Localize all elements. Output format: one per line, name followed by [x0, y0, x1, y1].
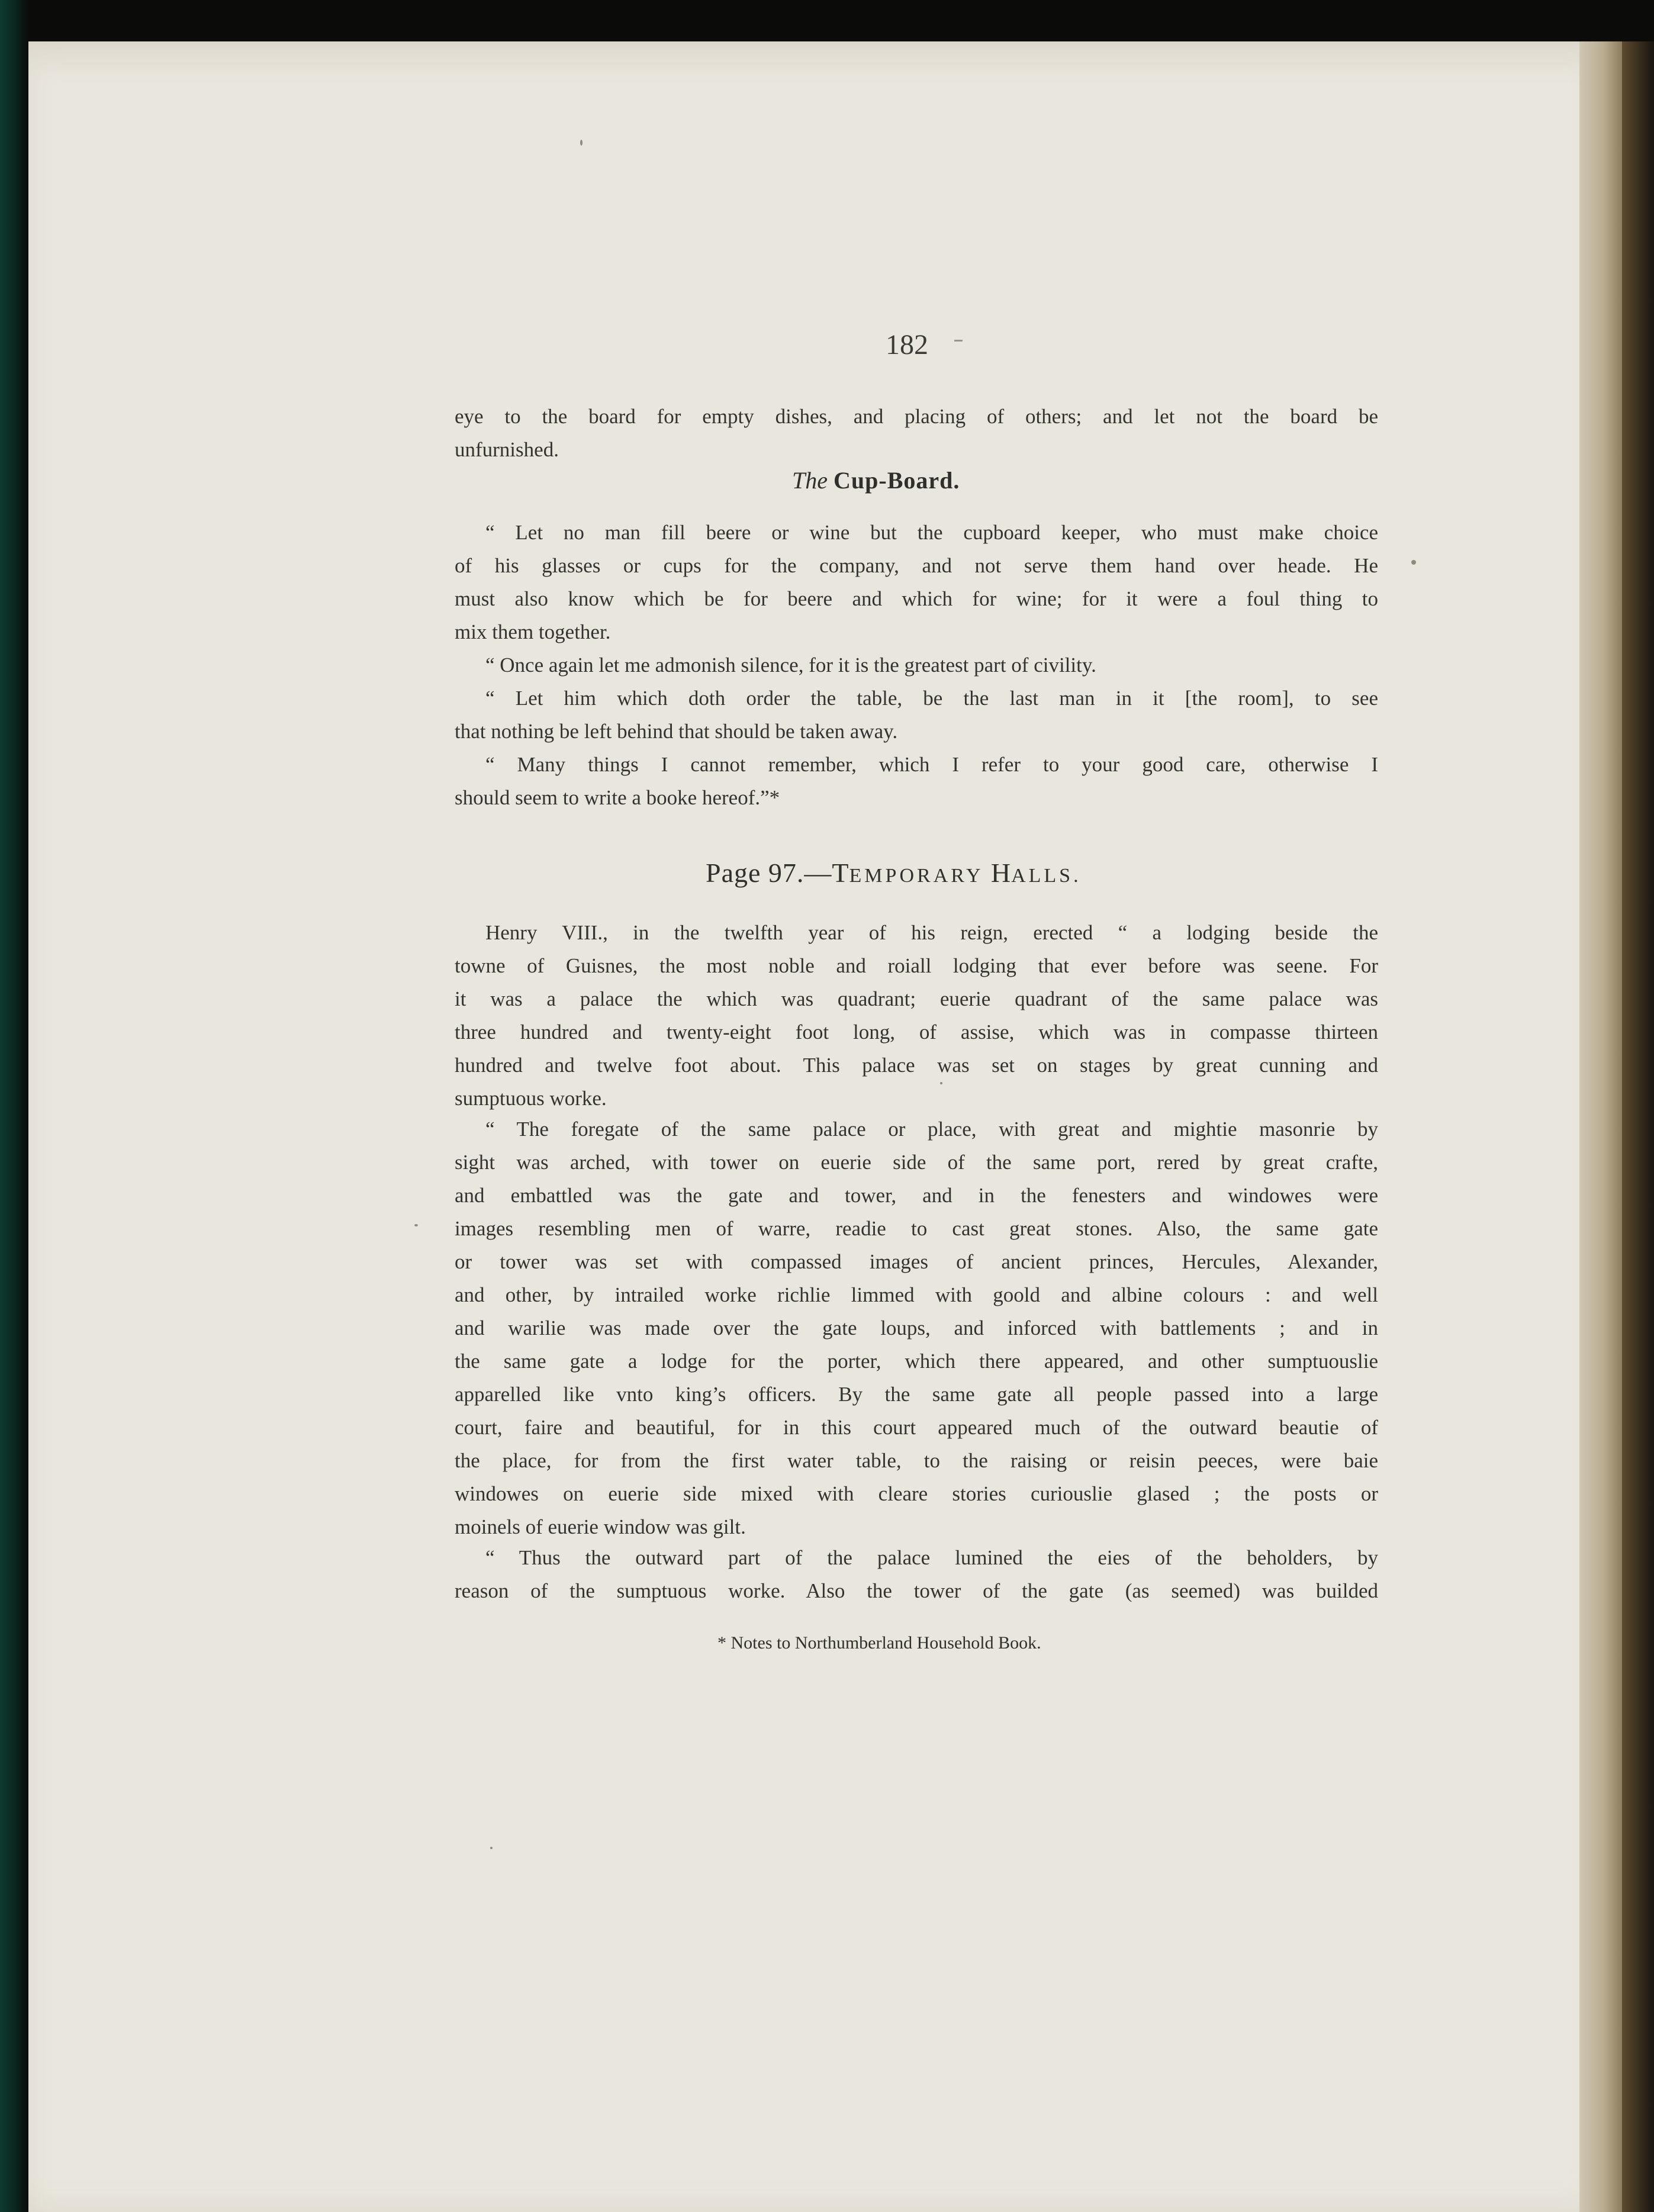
text-line: eye to the board for empty dishes, and placing of others; and let not the board be	[455, 405, 1378, 428]
section-paragraph-3	[455, 1541, 1378, 1608]
text-line: the place, for from the first water table, to the raising or reisin peeces, were baie	[455, 1449, 1378, 1472]
section-page-ref: Page 97.—	[706, 858, 832, 888]
text-line: must also know which be for beere and which for wine; for it were a foul thing to	[455, 587, 1378, 610]
text-line: that nothing be left behind that should be taken away.	[455, 720, 898, 743]
paper-speck	[490, 1847, 493, 1849]
text-line: “ Let him which doth order the table, be the last man in it [the room], to see	[485, 687, 1378, 710]
text-line: and warilie was made over the gate loups, and inforced with battlements ; and in	[455, 1316, 1378, 1340]
section-title-smallcaps: ALLS.	[1011, 865, 1082, 887]
cupboard-paragraph-4	[455, 748, 1378, 814]
text-line: or tower was set with compassed images of ancient princes, Hercules, Alexander,	[455, 1250, 1378, 1273]
continuation-paragraph	[455, 400, 1378, 466]
text-line: sumptuous worke.	[455, 1087, 607, 1110]
section-title-initial: H	[990, 858, 1012, 888]
section-heading	[706, 852, 1082, 894]
paper-speck	[940, 1082, 942, 1084]
text-line: mix them together.	[455, 620, 611, 643]
text-line: “ Let no man fill beere or wine but the cupboard keeper, who must make choice	[485, 521, 1378, 544]
heading-prefix: The	[792, 467, 828, 494]
text-line: Henry VIII., in the twelfth year of his reign, erected “ a lodging beside the	[485, 921, 1378, 944]
text-line: images resembling men of warre, readie to cast great stones. Also, the same gate	[455, 1217, 1378, 1240]
section-title-smallcaps: EMPORARY	[849, 865, 991, 887]
footnote: * Notes to Northumberland Household Book.	[717, 1633, 1041, 1653]
text-line: unfurnished.	[455, 438, 559, 461]
text-line: it was a palace the which was quadrant; euerie quadrant of the same palace was	[455, 987, 1378, 1010]
section-paragraph-2	[455, 1113, 1378, 1544]
text-line: “ Once again let me admonish silence, for it is the greatest part of civility.	[485, 653, 1096, 677]
text-line: towne of Guisnes, the most noble and roiall lodging that ever before was seene. For	[455, 954, 1378, 977]
cupboard-paragraph-1	[455, 516, 1378, 649]
paper-speck	[414, 1224, 418, 1226]
cupboard-paragraph-2	[455, 649, 1378, 682]
text-line: and embattled was the gate and tower, and in the fenesters and windowes were	[455, 1184, 1378, 1207]
scan-right-border	[1622, 41, 1654, 2212]
cupboard-paragraph-3	[455, 682, 1378, 748]
paper-speck	[580, 140, 583, 146]
text-line: windowes on euerie side mixed with cleare stories curiouslie glased ; the posts or	[455, 1482, 1378, 1505]
text-line: should seem to write a booke hereof.”*	[455, 786, 780, 809]
text-line: the same gate a lodge for the porter, which there appeared, and other sumptuouslie	[455, 1350, 1378, 1373]
text-line: apparelled like vnto king’s officers. By the same gate all people passed into a large	[455, 1383, 1378, 1406]
text-line: and other, by intrailed worke richlie limmed with goold and albine colours : and well	[455, 1283, 1378, 1306]
text-line: “ Many things I cannot remember, which I refer to your good care, otherwise I	[485, 753, 1378, 776]
text-line: “ The foregate of the same palace or place, with great and mightie masonrie by	[485, 1118, 1378, 1141]
text-line: moinels of euerie window was gilt.	[455, 1515, 746, 1538]
text-line: sight was arched, with tower on euerie side of the same port, rered by great crafte,	[455, 1151, 1378, 1174]
section-title-initial: T	[832, 858, 849, 888]
text-line: three hundred and twenty-eight foot long, of assise, which was in compasse thirteen	[455, 1020, 1378, 1044]
text-line: “ Thus the outward part of the palace lumined the eies of the beholders, by	[485, 1546, 1378, 1569]
page-number-mark	[954, 340, 963, 342]
text-line: of his glasses or cups for the company, and not serve them hand over heade. He	[455, 554, 1378, 577]
section-paragraph-1	[455, 916, 1378, 1115]
text-line: court, faire and beautiful, for in this court appeared much of the outward beautie of	[455, 1416, 1378, 1439]
text-line: reason of the sumptuous worke. Also the tower of the gate (as seemed) was builded	[455, 1579, 1378, 1602]
cupboard-heading	[792, 462, 960, 500]
page-number: 182	[886, 329, 928, 360]
paper-speck	[1411, 560, 1416, 565]
text-line: hundred and twelve foot about. This palace was set on stages by great cunning and	[455, 1054, 1378, 1077]
heading-title: Cup-Board.	[834, 467, 960, 494]
